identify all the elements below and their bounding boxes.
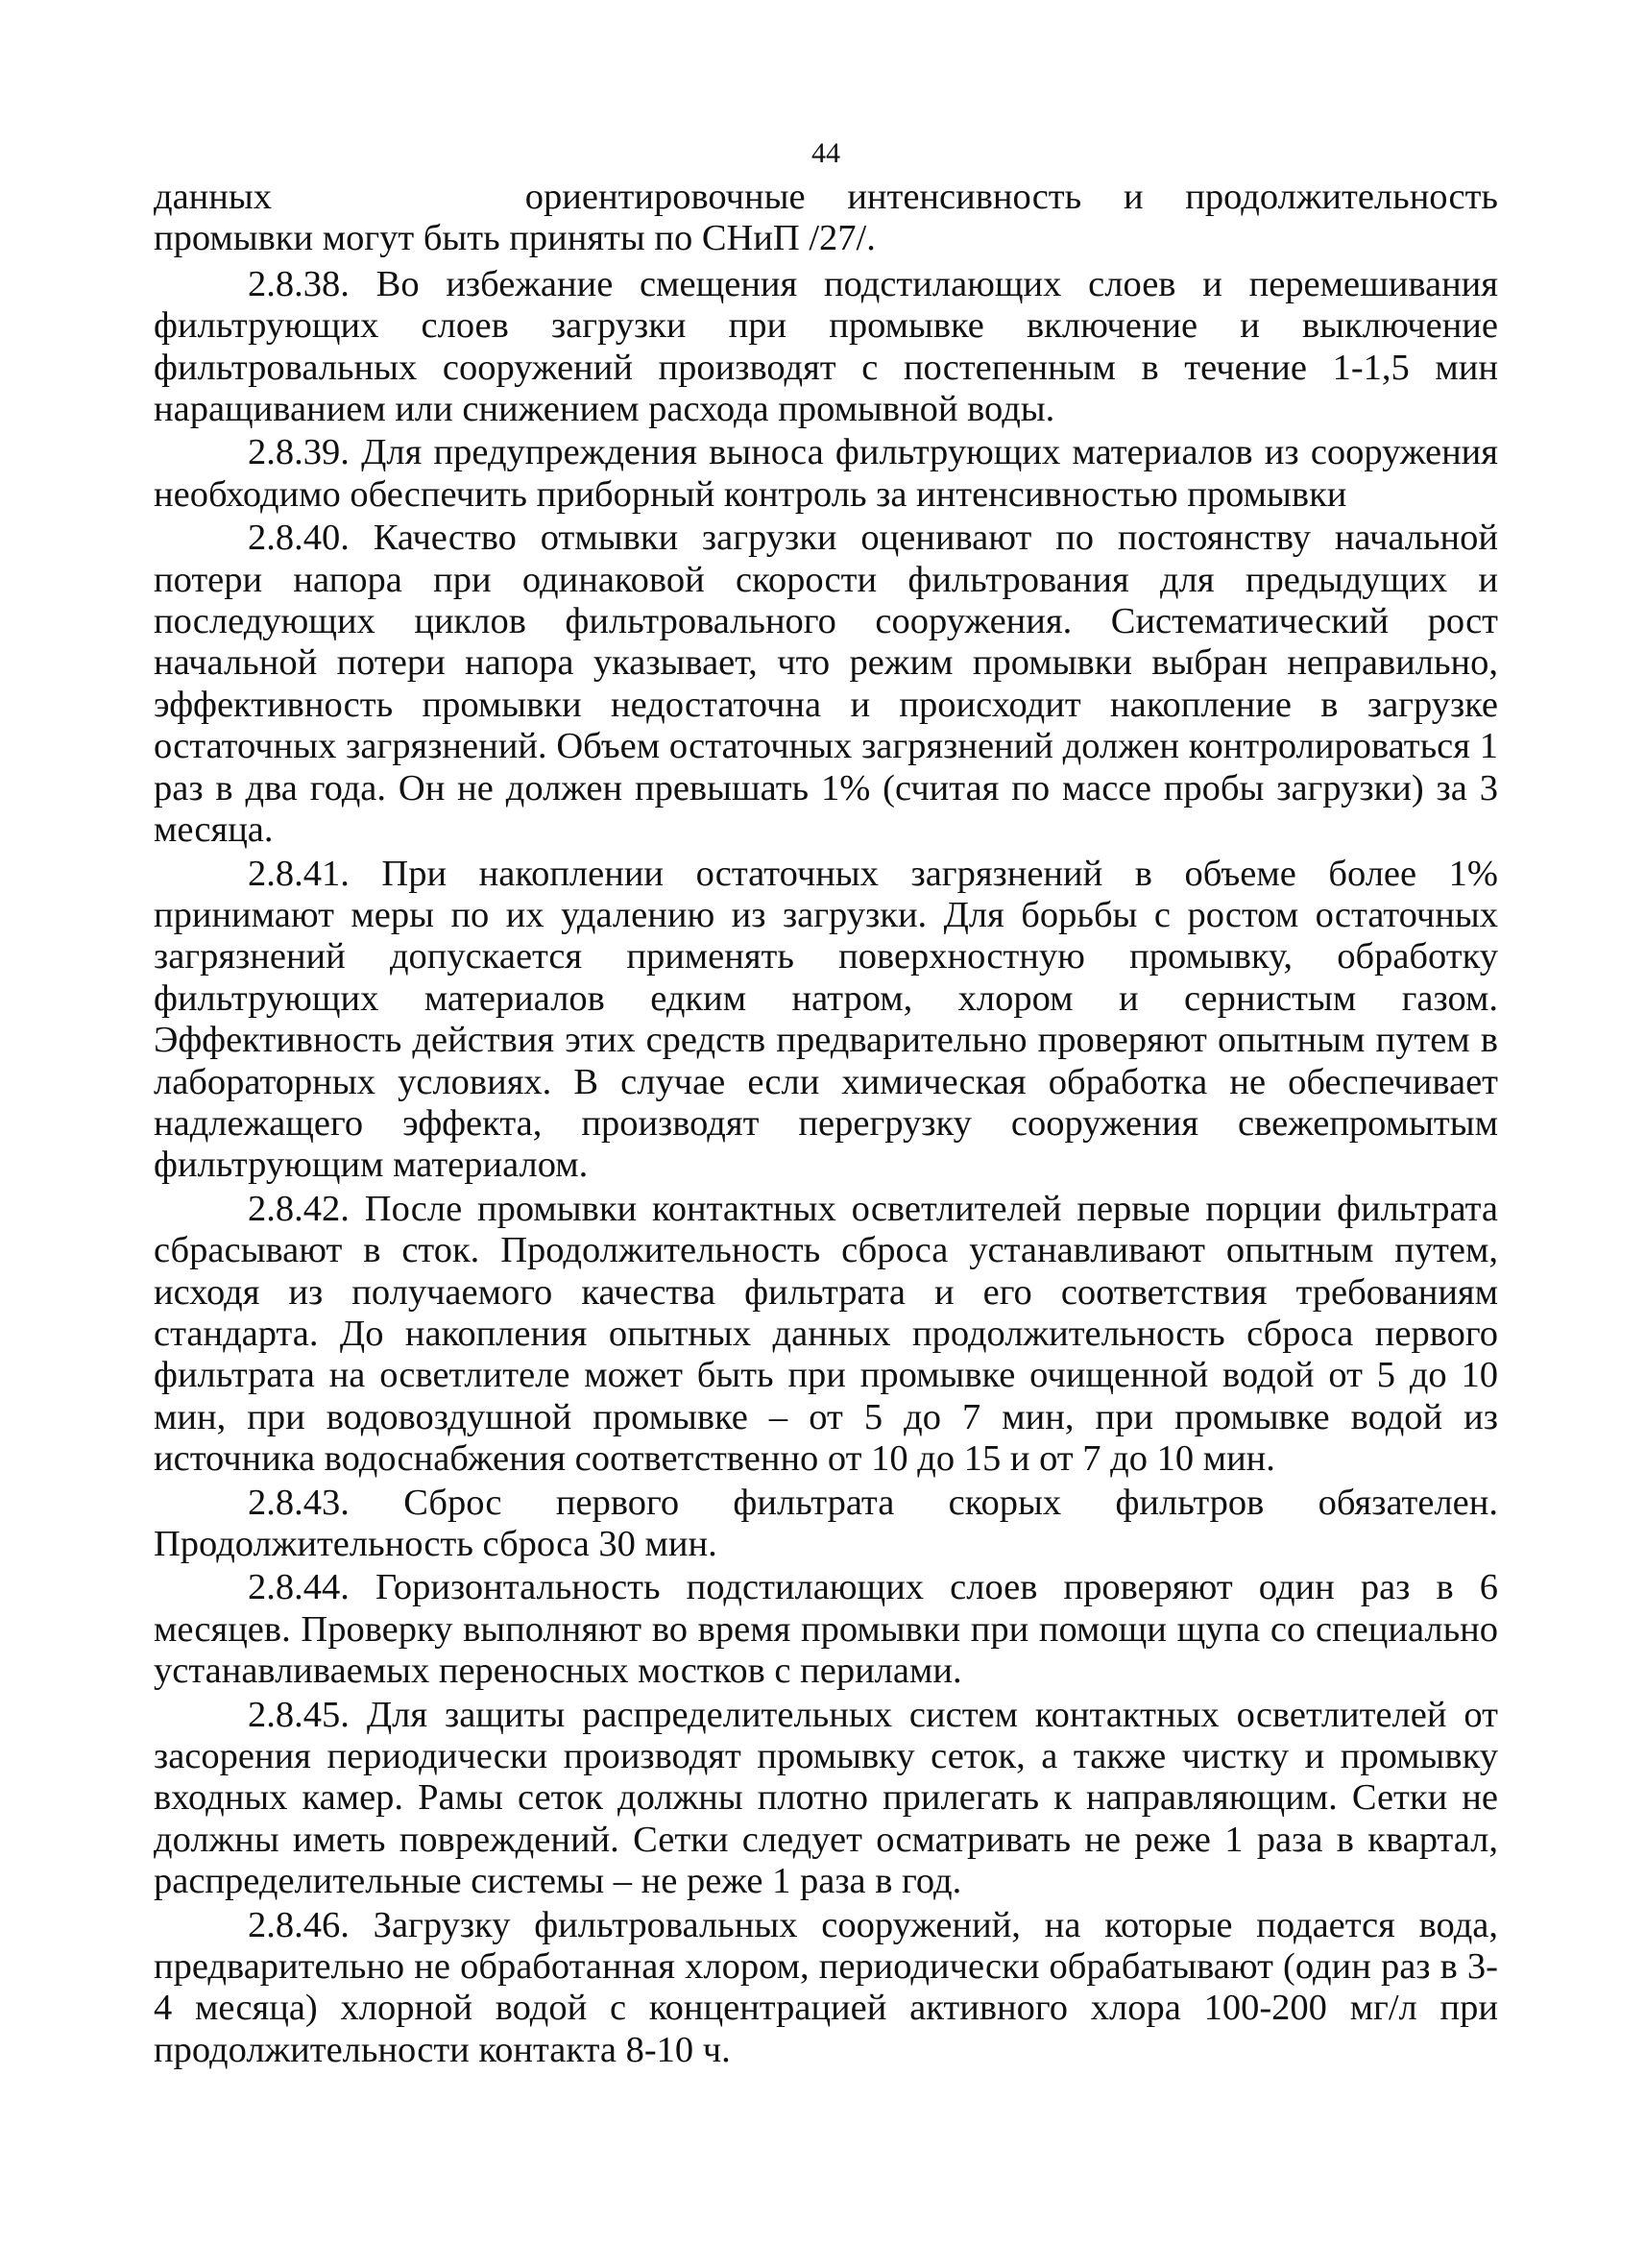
opening-word: данных — [154, 177, 273, 217]
paragraph-2-8-45: 2.8.45. Для защиты распределительных систем контактных осветлителей от засорения периодически производят промывку сеток, а также чистку и промывку входных камер. Рамы сеток должны плотно прилегать к направляющим. Сетки не должны иметь повреждений. Сетки следует осматривать не реже 1 раза в квартал, распределительные системы – не реже 1 раза в год. — [154, 1694, 1498, 1902]
opening-line-1 — [154, 177, 1498, 218]
paragraph-2-8-43: 2.8.43. Сброс первого фильтрата скорых фильтров обязателен. Продолжительность сброса 30 мин. — [154, 1482, 1498, 1564]
paragraph-2-8-39: 2.8.39. Для предупреждения выноса фильтрующих материалов из сооружения необходимо обеспечить приборный контроль за интенсивностью промывки — [154, 432, 1498, 515]
paragraph-2-8-42: 2.8.42. После промывки контактных осветлителей первые порции фильтрата сбрасывают в сток. Продолжительность сброса устанавливают опытным путем, исходя из получаемого качества фильтрата и его соответствия требованиям стандарта. До накопления опытных данных продолжительность сброса первого фильтрата на осветлителе может быть при промывке очищенной водой от 5 до 10 мин, при водовоздушной промывке – от 5 до 7 мин, при промывке водой из источника водоснабжения соответственно от 10 до 15 и от 7 до 10 мин. — [154, 1188, 1498, 1480]
paragraph-2-8-40: 2.8.40. Качество отмывки загрузки оценивают по постоянству начальной потери напора при одинаковой скорости фильтрования для предыдущих и последующих циклов фильтровального сооружения. Систематический рост начальной потери напора указывает, что режим промывки выбран неправильно, эффективность промывки недостаточна и происходит накопление в загрузке остаточных загрязнений. Объем остаточных загрязнений должен контролироваться 1 раз в два года. Он не должен превышать 1% (считая по массе пробы загрузки) за 3 месяца. — [154, 518, 1498, 851]
opening-word: ориентировочные — [524, 177, 806, 217]
paragraph-2-8-44: 2.8.44. Горизонтальность подстилающих слоев проверяют один раз в 6 месяцев. Проверку выполняют во время промывки при помощи щупа со специально устанавливаемых переносных мостков с перилами. — [154, 1567, 1498, 1692]
paragraph-2-8-38: 2.8.38. Во избежание смещения подстилающих слоев и перемешивания фильтрующих слоев загрузки при промывке включение и выключение фильтровальных сооружений производят с постепенным в течение 1-1,5 мин наращиванием или снижением расхода промывной воды. — [154, 263, 1498, 430]
opening-word: интенсивность — [847, 177, 1082, 217]
opening-line-2: промывки могут быть приняты по СНиП /27/. — [154, 218, 876, 259]
document-page — [154, 134, 1498, 2189]
opening-word: и — [1123, 177, 1144, 217]
opening-word: продолжительность — [1185, 177, 1498, 217]
paragraph-2-8-46: 2.8.46. Загрузку фильтровальных сооружений, на которые подается вода, предварительно не обработанная хлором, периодически обрабатывают (один раз в 3-4 месяца) хлорной водой с концентрацией активного хлора 100-200 мг/л при продолжительности контакта 8-10 ч. — [154, 1904, 1498, 2070]
paragraph-2-8-41: 2.8.41. При накоплении остаточных загрязнений в объеме более 1% принимают меры по их удалению из загрузки. Для борьбы с ростом остаточных загрязнений допускается применять поверхностную промывку, обработку фильтрующих материалов едким натром, хлором и сернистым газом. Эффективность действия этих средств предварительно проверяют опытным путем в лабораторных условиях. В случае если химическая обработка не обеспечивает надлежащего эффекта, производят перегрузку сооружения свежепромытым фильтрующим материалом. — [154, 853, 1498, 1186]
page-number: 44 — [811, 137, 840, 169]
